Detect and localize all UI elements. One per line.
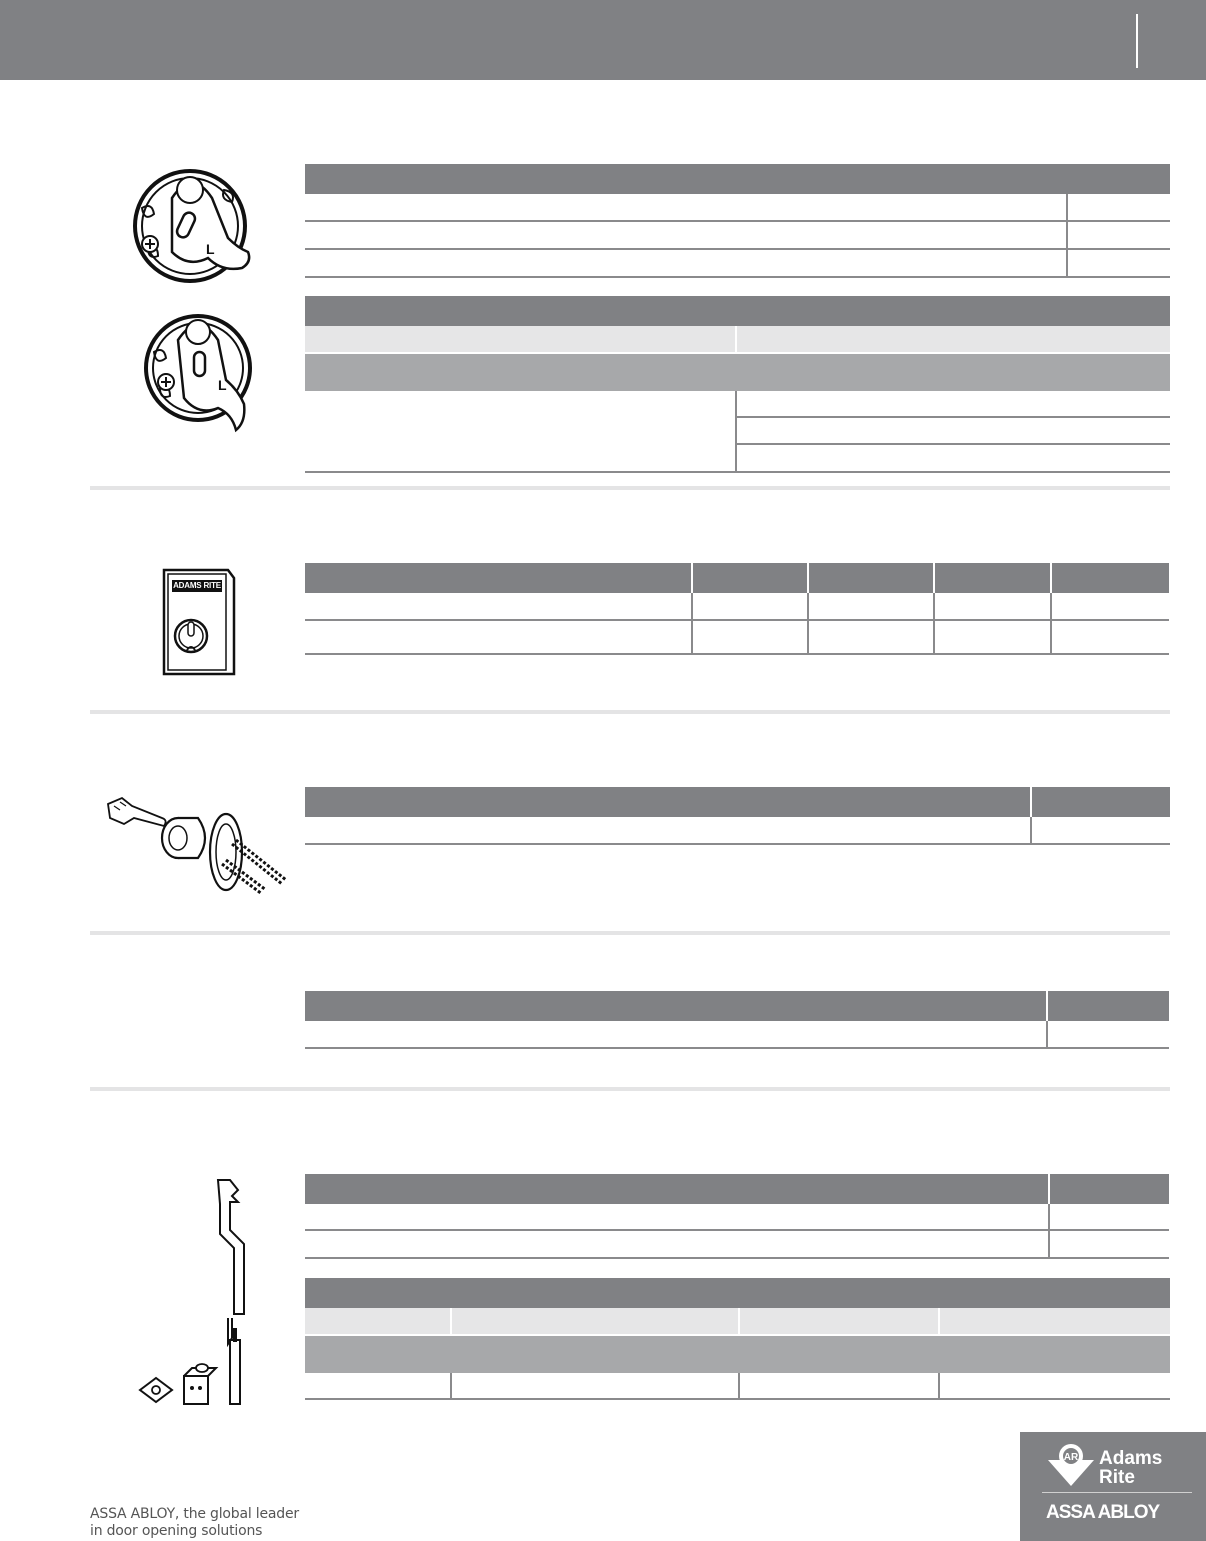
footer-tagline [90, 1506, 299, 1540]
table-7 [305, 1278, 1170, 1400]
table-4-header [305, 787, 1170, 817]
table-1 [305, 164, 1170, 278]
flush-bolt-illustration [136, 1178, 256, 1406]
table-row [305, 1373, 1170, 1400]
table-4 [305, 787, 1170, 845]
table-2-subheader [305, 326, 1170, 354]
table-7-subheader [305, 1308, 1170, 1336]
logo-parent-company: ASSA ABLOY [1046, 1502, 1160, 1523]
table-cell [737, 391, 1170, 418]
section-separator [90, 1087, 1170, 1091]
section-separator [90, 486, 1170, 490]
table-row [305, 250, 1170, 278]
adams-rite-emblem-icon [1046, 1442, 1096, 1488]
section-separator [90, 931, 1170, 935]
table-1-header [305, 164, 1170, 194]
table-5 [305, 991, 1169, 1049]
mortise-cylinder-illustration [104, 796, 296, 906]
footer-tagline-line1: ASSA ABLOY, the global leader [90, 1506, 299, 1522]
table-2 [305, 296, 1170, 473]
table-row [305, 222, 1170, 250]
section-separator [90, 710, 1170, 714]
table-6 [305, 1174, 1169, 1259]
brand-logo [1020, 1432, 1206, 1541]
table-cell [737, 445, 1170, 471]
table-row [305, 621, 1169, 655]
table-5-header [305, 991, 1169, 1021]
table-cell-group [737, 391, 1170, 471]
cylinder-plate-label: ADAMS RITE [173, 581, 221, 590]
cylinder-plate-illustration [158, 566, 236, 678]
table-row [305, 817, 1170, 845]
logo-divider [1042, 1492, 1192, 1493]
table-7-band [305, 1336, 1170, 1373]
table-row [305, 1204, 1169, 1231]
cam-letter-top: L [206, 241, 215, 257]
table-3 [305, 563, 1169, 655]
table-row [305, 194, 1170, 222]
table-row [305, 1021, 1169, 1049]
table-2-header [305, 296, 1170, 326]
logo-brand-name [1099, 1449, 1162, 1487]
cam-letter-bottom: L [218, 377, 227, 393]
table-cell [305, 391, 737, 471]
svg-text:AR: AR [1063, 1452, 1079, 1463]
table-row [305, 1231, 1169, 1259]
table-row [305, 593, 1169, 621]
table-7-header [305, 1278, 1170, 1308]
table-cell [737, 418, 1170, 445]
page-header-bar [0, 0, 1206, 80]
header-divider [1136, 14, 1138, 68]
table-6-header [305, 1174, 1169, 1204]
table-2-body [305, 391, 1170, 473]
logo-brand-line1: Adams [1099, 1448, 1163, 1469]
table-3-header [305, 563, 1169, 593]
footer-tagline-line2: in door opening solutions [90, 1523, 263, 1539]
cam-illustration-bottom [142, 310, 270, 438]
table-2-band [305, 354, 1170, 391]
logo-brand-line2: Rite [1099, 1467, 1135, 1488]
cam-illustration-top [128, 168, 270, 288]
